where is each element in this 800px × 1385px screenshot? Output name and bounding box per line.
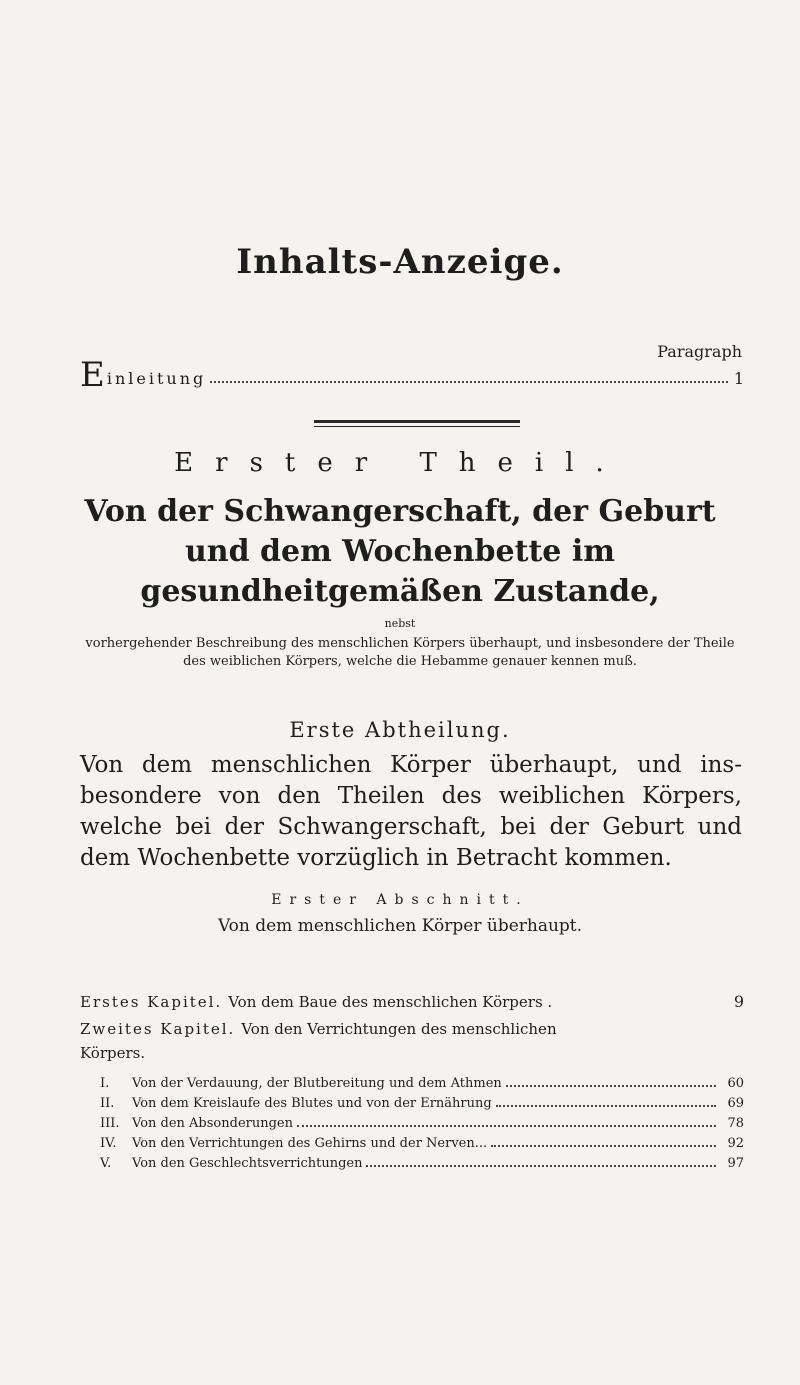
intro-number: 1 xyxy=(733,369,744,388)
sub-entry-roman: V. xyxy=(100,1156,112,1171)
part-title: Von der Schwangerschaft, der Geburt und dem Wochenbette im gesundheitgemäßen Zustande, xyxy=(84,494,716,609)
sub-entry-text: Von den Geschlechtsverrichtungen xyxy=(132,1156,363,1171)
chapter-heading: Erster Abschnitt. xyxy=(271,892,529,908)
page-title: Inhalts-Anzeige. xyxy=(236,242,564,282)
part-heading: Erster Theil. xyxy=(174,448,626,478)
section-heading: Erste Abtheilung. xyxy=(289,718,511,742)
toc-entry-text: Von dem Baue des menschlichen Körpers . xyxy=(228,993,553,1011)
sub-entry-number: 92 xyxy=(727,1136,744,1151)
toc-entry-lead: Erstes Kapitel. xyxy=(80,993,223,1011)
toc-sub-entry xyxy=(100,1136,744,1151)
toc-sub-entry xyxy=(100,1076,744,1091)
sub-entry-roman: I. xyxy=(100,1076,110,1091)
toc-entry-text: Von den Verrichtungen des menschlichen xyxy=(241,1020,557,1038)
toc-entry xyxy=(80,992,744,1011)
nebst-word: nebst xyxy=(384,617,416,630)
sub-entry-roman: II. xyxy=(100,1096,115,1111)
dot-leader xyxy=(491,1145,716,1147)
sub-entry-text: Von den Verrichtungen des Gehirns und der Nerven... xyxy=(132,1136,488,1151)
sub-entry-text: Von dem Kreislaufe des Blutes und von der Ernährung xyxy=(132,1096,492,1111)
section-title: Von dem menschlichen Körper überhaupt, und ins-besondere von den Theilen des weiblichen Körpers, welche bei der Schwangerschaft, bei der Geburt und dem Wochenbette vorzüglich in Betracht kommen. xyxy=(80,752,742,871)
toc-sub-entry xyxy=(100,1096,744,1111)
sub-entry-text: Von der Verdauung, der Blutbereitung und dem Athmen xyxy=(132,1076,502,1091)
sub-entry-roman: IV. xyxy=(100,1136,117,1151)
divider-thin xyxy=(314,426,520,427)
toc-sub-entry xyxy=(100,1156,744,1171)
intro-dropcap: E xyxy=(80,355,105,395)
divider-thick xyxy=(314,420,520,423)
toc-entry-lead: Zweites Kapitel. xyxy=(80,1020,236,1038)
dot-leader xyxy=(366,1165,716,1167)
sub-entry-text: Von den Absonderungen xyxy=(132,1116,293,1131)
paragraph-column-label: Paragraph xyxy=(657,342,742,361)
chapter-title: Von dem menschlichen Körper überhaupt. xyxy=(217,916,583,936)
toc-entry-continuation: Körpers. xyxy=(80,1044,146,1062)
intro-label: inleitung xyxy=(106,369,207,388)
toc-sub-entry xyxy=(100,1116,744,1131)
sub-entry-number: 97 xyxy=(727,1156,744,1171)
intro-entry xyxy=(80,355,744,395)
dot-leader xyxy=(506,1085,716,1087)
toc-entry xyxy=(80,1020,744,1038)
dot-leader xyxy=(210,381,728,383)
sub-entry-roman: III. xyxy=(100,1116,120,1131)
part-subtitle: vorhergehender Beschreibung des menschlichen Körpers überhaupt, und insbesondere der Theile des weiblichen Körpers, welche die Hebamme genauer kennen muß. xyxy=(85,636,735,669)
toc-entry-number: 9 xyxy=(733,992,744,1011)
dot-leader xyxy=(496,1105,716,1107)
sub-entry-number: 78 xyxy=(727,1116,744,1131)
sub-entry-number: 69 xyxy=(727,1096,744,1111)
dot-leader xyxy=(297,1125,716,1127)
sub-entry-number: 60 xyxy=(727,1076,744,1091)
